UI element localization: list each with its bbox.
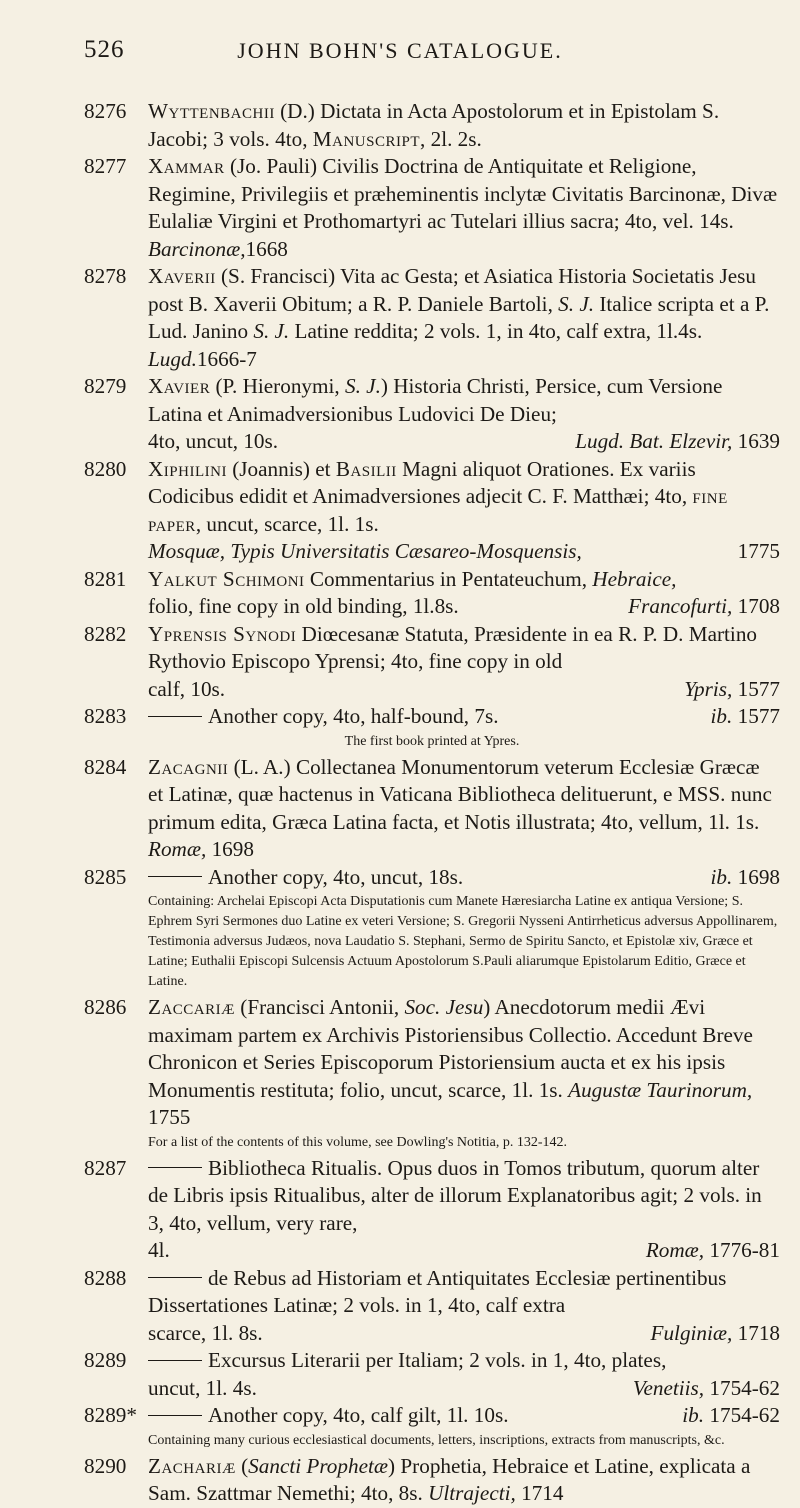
entry-number: 8287: [84, 1155, 127, 1180]
entry-imprint: [148, 1375, 780, 1403]
entry-imprint: [148, 593, 780, 621]
ditto-dash: [148, 1415, 202, 1416]
entry-description: (Jo. Pauli) Civilis Doctrina de Antiquitate et Religione, Regimine, Privilegiis et præheminentis inclytæ Civitatis Barcinonæ, Divæ Eulaliæ Virgini et Prothomartyri ac Tutelari illius sacra; 4to, vel. 14s.: [148, 154, 778, 233]
entry-number: 8284: [84, 754, 127, 779]
entry-imprint: [148, 428, 780, 456]
entry-text: [148, 703, 780, 731]
entry-number: 8290: [84, 1453, 127, 1478]
entry-text: [148, 1402, 780, 1451]
entry-number: 8282: [84, 621, 127, 646]
entry-author-2: Basilii: [335, 456, 397, 481]
entry-place: ib.: [710, 704, 733, 728]
entry-number: 8278: [84, 264, 127, 288]
entry-number: 8277: [84, 154, 127, 178]
entry-number: 8276: [84, 99, 127, 123]
entry-number: 8289: [84, 1348, 127, 1372]
entry-text: [148, 566, 780, 621]
ditto-dash: [148, 876, 202, 877]
entry-price: 4l.: [148, 1238, 170, 1262]
entry-year: 1577: [732, 676, 780, 701]
entry-description: Bibliotheca Ritualis. Opus duos in Tomos tributum, quorum alter de Libris ipsis Ritualibus, alter de illorum Explanatoribus agit; 2 vols. in 3, 4to, vellum, very rare,: [148, 1155, 762, 1235]
entry-description-2: ) Historia Christi, Persice, cum Versione Latina et Animadversionibus Ludovici De Dieu;: [148, 374, 723, 426]
entry-place: Barcinonæ,: [148, 236, 246, 261]
entry-number: 8279: [84, 374, 127, 398]
entry-year: 1577: [732, 704, 780, 728]
entry-year: 1698: [206, 837, 254, 861]
catalogue-entry-8289-star: [84, 1402, 780, 1451]
entry-author: Zacagnii: [148, 754, 229, 779]
entry-year: 1754-62: [704, 1375, 780, 1400]
ditto-dash: [148, 716, 202, 717]
entry-description: (: [235, 1453, 249, 1478]
entry-description: Another copy, 4to, uncut, 18s.: [208, 864, 464, 889]
entry-text: [148, 994, 780, 1153]
entry-price: , 2l. 2s.: [420, 126, 482, 151]
entry-place-year: [682, 1402, 780, 1430]
entry-price: scarce, 1l. 8s.: [148, 1320, 263, 1345]
entry-author: Zachariæ: [148, 1453, 236, 1478]
entry-place: Lugd.: [148, 346, 197, 371]
catalogue-body: [84, 98, 780, 1508]
entry-place: Francofurti,: [628, 594, 733, 618]
entry-year: 1666-7: [196, 346, 257, 371]
entry-description: (Joannis) et: [226, 456, 336, 481]
entry-number: 8280: [84, 456, 127, 481]
entry-text: [148, 864, 780, 993]
entry-description: (D.) Dictata in Acta Apostolorum et in Epistolam S. Jacobi; 3 vols. 4to,: [148, 99, 720, 151]
entry-year: 1718: [732, 1320, 780, 1345]
entry-society: S. J.: [558, 291, 595, 316]
catalogue-entry-8289: [84, 1347, 780, 1402]
ditto-dash: [148, 1167, 202, 1168]
entry-author: Xammar: [148, 154, 225, 178]
entry-number: 8281: [84, 566, 127, 591]
entry-author: Zaccariæ: [148, 995, 235, 1019]
entry-description: (S. Francisci) Vita ac Gesta; et Asiatica Historia Societatis Jesu post B. Xaverii Obitum; a R. P. Daniele Bartoli,: [148, 264, 756, 316]
entry-place: Fulginiæ,: [650, 1320, 733, 1345]
entry-tag: fine paper: [148, 484, 728, 536]
entry-number: 8288: [84, 1265, 127, 1290]
entry-description: (L. A.) Collectanea Monumentorum veterum Ecclesiæ Græcæ et Latinæ, quæ hactenus in Vaticana Bibliotheca delituerunt, e MSS. nunc primum edita, Græca Latina facta, et Notis illustrata; 4to, vellum, 1l. 1s.: [148, 754, 772, 834]
entry-text: [148, 1265, 780, 1348]
entry-society: S. J.: [344, 374, 381, 398]
entry-text: [148, 1347, 780, 1402]
entry-imprint: [148, 538, 780, 566]
entry-description-2: Magni aliquot Orationes. Ex variis Codicibus edidit et Animadversiones adjecit C. F. Matthæi; 4to,: [148, 456, 696, 508]
entry-place: ib.: [682, 1403, 705, 1427]
ditto-dash: [148, 1277, 202, 1278]
entry-imprint: [148, 864, 780, 892]
catalogue-entry-8281: [84, 566, 780, 621]
catalogue-entry-8279: [84, 373, 780, 456]
entry-price: uncut, 1l. 4s.: [148, 1375, 257, 1400]
entry-text: [148, 621, 780, 704]
entry-note: For a list of the contents of this volume, see Dowling's Notitia, p. 132-142.: [148, 1134, 567, 1150]
entry-saint: Sancti Prophetæ: [248, 1453, 389, 1478]
entry-description: de Rebus ad Historiam et Antiquitates Ecclesiæ pertinentibus Dissertationes Latinæ; 2 vols. in 1, 4to, calf extra: [148, 1265, 727, 1317]
entry-tag: Manuscript: [312, 126, 420, 151]
entry-author: Wyttenbachii: [148, 99, 275, 123]
entry-note: Containing: Archelai Episcopi Acta Disputationis cum Manete Hæresiarcha Latine ex antiqua Versione; S. Ephrem Syri Sermones duo Latine ex veteri Versione; S. Gregorii Nysseni Antirrheticus adversus Appollinarem, Testimonia adversus Judæos, nova Laudatio S. Stephani, Sermo de Spiritu Sancto, et Epistolæ xiv, Græce et Latine; Euthalii Episcopi Sulcensis Actuum Apostolorum S.Pauli aliarumque Epistolarum Editio, Græce et Latine.: [148, 894, 778, 989]
entry-society-2: S. J.: [253, 319, 290, 343]
entry-imprint: [148, 676, 780, 704]
entry-place-year: [711, 703, 780, 731]
entry-year: 1754-62: [704, 1403, 780, 1427]
entry-text: [148, 373, 780, 456]
catalogue-entry-8290: [84, 1453, 780, 1508]
catalogue-entry-8280: [84, 456, 780, 566]
entry-price: [148, 703, 499, 731]
entry-note: Containing many curious ecclesiastical documents, letters, inscriptions, extracts from manuscripts, &c.: [148, 1432, 725, 1448]
entry-year: 1708: [732, 594, 780, 618]
running-title: JOHN BOHN'S CATALOGUE.: [237, 38, 563, 63]
entry-language: Hebraice,: [592, 566, 677, 591]
entry-author: Xaverii: [148, 264, 216, 288]
entry-description-3: , uncut, scarce, 1l. 1s.: [195, 511, 379, 536]
entry-description: Another copy, 4to, calf gilt, 1l. 10s.: [208, 1403, 509, 1427]
entry-author: Xavier: [148, 374, 211, 398]
entry-place-year: [575, 428, 780, 456]
entry-price: 4to, uncut, 10s.: [148, 429, 279, 453]
entry-note: The first book printed at Ypres.: [344, 733, 520, 749]
entry-place-year: [684, 676, 780, 704]
entry-place-year: [628, 593, 780, 621]
entry-text: [148, 754, 780, 864]
entry-society: Soc. Jesu: [404, 995, 484, 1019]
entry-place: Ultrajecti,: [428, 1481, 516, 1505]
entry-description: Another copy, 4to, half-bound, 7s.: [208, 704, 499, 728]
entry-place: Romæ,: [148, 837, 207, 861]
entry-text: [148, 263, 780, 373]
entry-number: 8285: [84, 864, 127, 889]
entry-author: Yalkut Schimoni: [148, 566, 305, 591]
entry-year: 1668: [245, 236, 288, 261]
catalogue-entry-8285: [84, 864, 780, 993]
entry-text: [148, 98, 780, 153]
catalogue-entry-8278: [84, 263, 780, 373]
entry-description-2: Italice scripta et a P. Lud. Janino: [148, 291, 770, 343]
entry-year: 1714: [515, 1481, 564, 1505]
entry-imprint: [148, 703, 780, 731]
entry-year: 1775: [737, 539, 780, 563]
entry-price: calf, 10s.: [148, 676, 226, 701]
entry-place-year: [711, 864, 780, 892]
catalogue-entry-8287: [84, 1155, 780, 1265]
entry-place-year: [646, 1237, 780, 1265]
entry-description: Diœcesanæ Statuta, Præsidente in ea R. P. D. Martino Rythovio Episcopo Yprensi; 4to, fine copy in old: [148, 621, 758, 673]
entry-place: Romæ,: [645, 1238, 705, 1262]
catalogue-entry-8283: [84, 703, 780, 752]
entry-imprint: [148, 1320, 780, 1348]
entry-year: 1639: [732, 429, 780, 453]
entry-number: 8289*: [84, 1403, 137, 1427]
entry-imprint: [148, 1402, 780, 1430]
entry-text: [148, 153, 780, 263]
entry-place-year: [633, 1375, 780, 1403]
entry-imprint: [148, 1237, 780, 1265]
catalogue-entry-8286: [84, 994, 780, 1153]
entry-text: [148, 1453, 780, 1508]
entry-place-year: [651, 1320, 780, 1348]
entry-description-2: ) Anecdotorum medii Ævi maximam partem ex Archivis Pistoriensibus Collectio. Accedunt Breve Chronicon et Series Episcoporum Pistoriensium aucta et ex his ipsis Monumentis restituta; folio, uncut, scarce, 1l. 1s.: [148, 995, 753, 1102]
page-number: 526: [84, 36, 125, 63]
entry-price: [148, 864, 463, 892]
entry-author: Xiphilini: [148, 456, 227, 481]
entry-place: Mosquæ, Typis Universitatis Cæsareo-Mosquensis,: [148, 539, 582, 563]
entry-number: 8283: [84, 704, 127, 728]
entry-place: Ypris,: [684, 676, 733, 701]
catalogue-entry-8282: [84, 621, 780, 704]
entry-number: 8286: [84, 995, 127, 1019]
entry-author: Yprensis Synodi: [148, 621, 297, 646]
catalogue-entry-8277: [84, 153, 780, 263]
entry-description-3: Latine reddita; 2 vols. 1, in 4to, calf extra, 1l.4s.: [289, 319, 703, 343]
catalogue-entry-8284: [84, 754, 780, 864]
entry-place: Venetiis,: [632, 1375, 705, 1400]
entry-place: ib.: [710, 864, 733, 889]
entry-text: [148, 1155, 780, 1265]
entry-text: [148, 456, 780, 566]
entry-description: Commentarius in Pentateuchum,: [304, 566, 593, 591]
entry-description: Excursus Literarii per Italiam; 2 vols. in 1, 4to, plates,: [208, 1348, 667, 1372]
entry-place: Lugd. Bat. Elzevir,: [575, 429, 733, 453]
entry-year: 1755: [148, 1105, 191, 1129]
entry-description-2: ) Prophetia, Hebraice et Latine, explicata a Sam. Szattmar Nemethi; 4to, 8s.: [148, 1453, 751, 1505]
entry-place: Augustæ Taurinorum,: [568, 1077, 753, 1102]
page-header: [0, 36, 800, 76]
entry-price: [148, 1402, 509, 1430]
entry-description: (P. Hieronymi,: [210, 374, 345, 398]
entry-year: 1698: [732, 864, 780, 889]
catalogue-entry-8276: [84, 98, 780, 153]
catalogue-entry-8288: [84, 1265, 780, 1348]
entry-description: (Francisci Antonii,: [234, 995, 405, 1019]
entry-year: 1776-81: [704, 1238, 780, 1262]
entry-price: folio, fine copy in old binding, 1l.8s.: [148, 594, 459, 618]
